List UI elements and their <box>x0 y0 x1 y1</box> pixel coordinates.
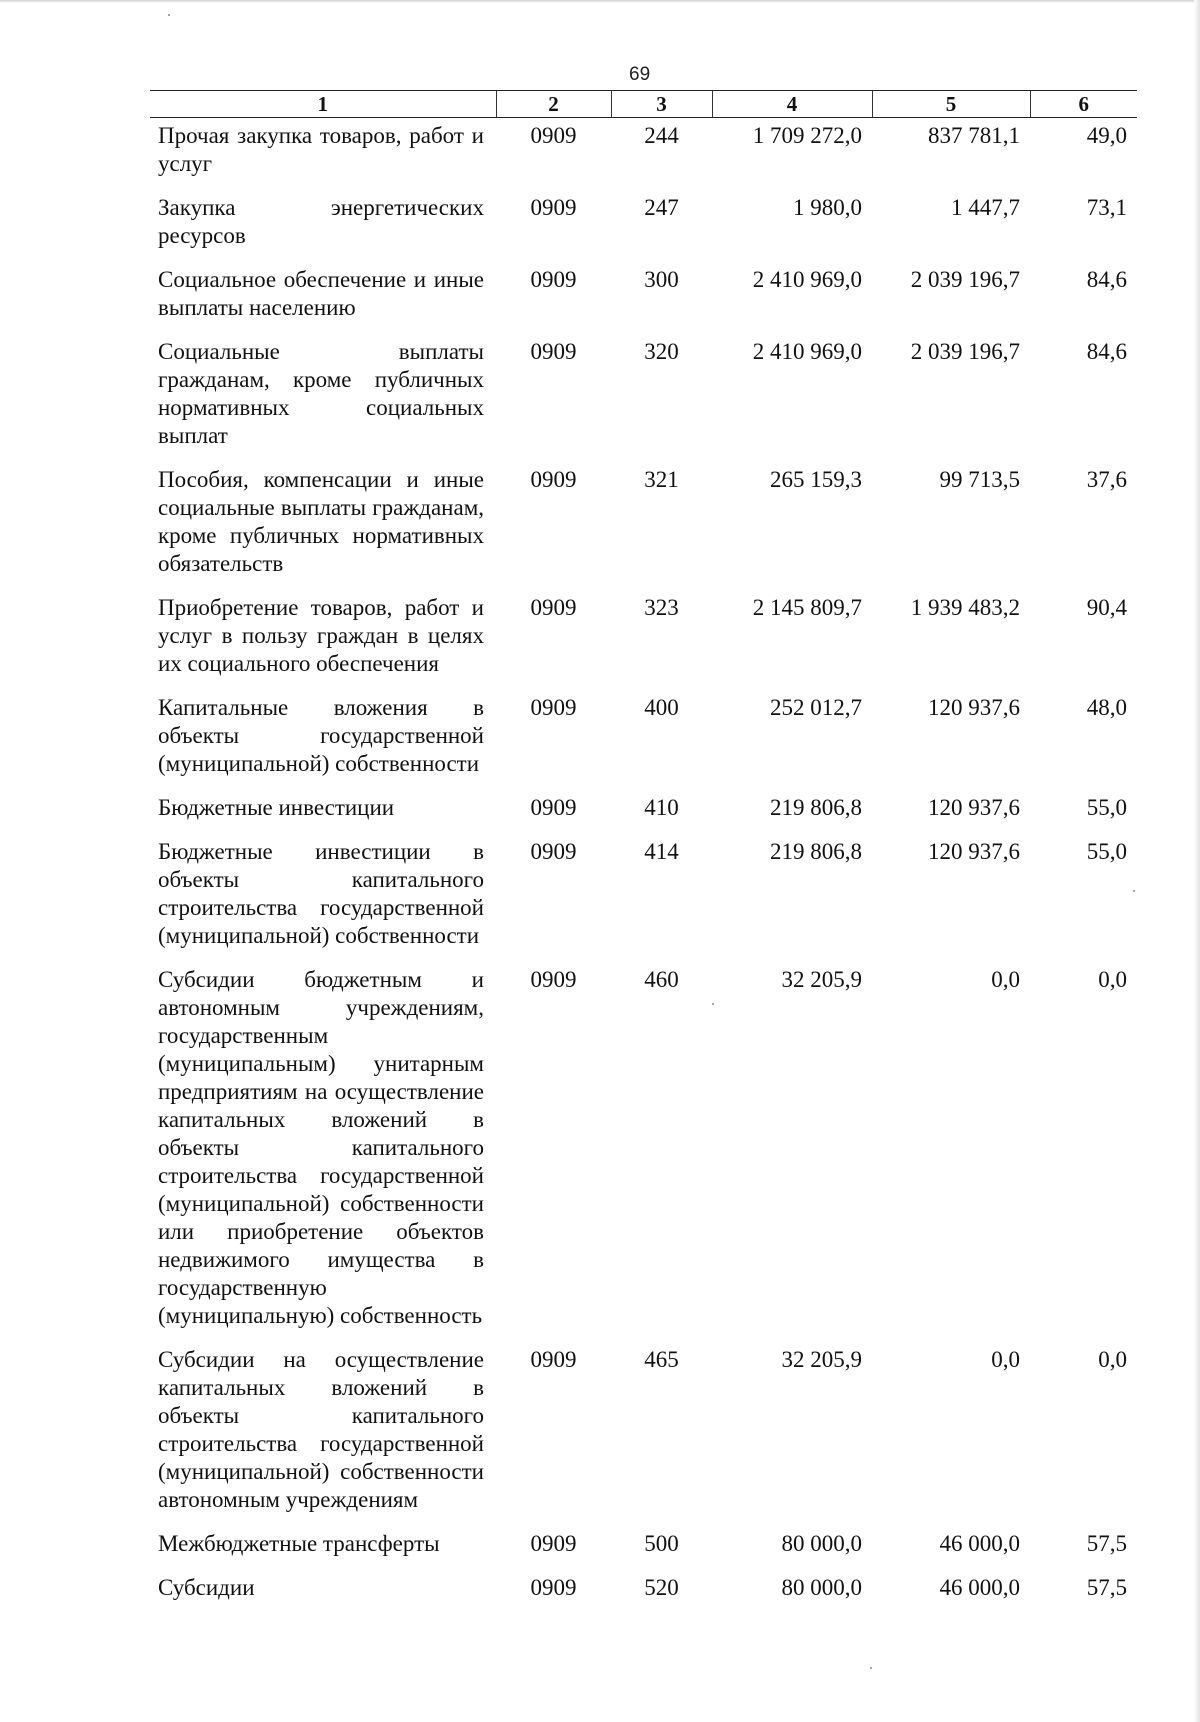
row-name-cell: Закупка энергетических ресурсов <box>158 195 484 248</box>
row-code-cell: 0909 <box>530 195 577 220</box>
row-spacer <box>150 578 1137 590</box>
row-percent-cell: 57,5 <box>1086 1575 1127 1600</box>
row-percent-cell: 0,0 <box>1098 1347 1127 1372</box>
row-spacer-cell <box>150 1514 1137 1526</box>
row-name-cell: Межбюджетные трансферты <box>158 1531 440 1556</box>
row-name-cell: Субсидии на осуществление капитальных вложений в объекты капитального строительства государственной (муниципальной) собственности автономным учреждениям <box>158 1347 484 1512</box>
row-spacer <box>150 678 1137 690</box>
table-row <box>150 462 1137 578</box>
row-code-cell: 0909 <box>530 595 577 620</box>
row-spacer-cell <box>150 178 1137 190</box>
row-spacer <box>150 1514 1137 1526</box>
row-fact-cell: 1 939 483,2 <box>910 595 1020 620</box>
row-percent-cell: 57,5 <box>1086 1531 1127 1556</box>
row-code-cell: 0909 <box>530 795 577 820</box>
row-percent-cell: 48,0 <box>1086 695 1127 720</box>
table-row <box>150 590 1137 678</box>
budget-table <box>150 90 1137 1602</box>
row-plan-cell: 80 000,0 <box>781 1575 862 1600</box>
row-name-cell: Субсидии <box>158 1575 255 1600</box>
row-fact-cell: 1 447,7 <box>951 195 1020 220</box>
row-spacer <box>150 250 1137 262</box>
table-row <box>150 790 1137 822</box>
table-row <box>150 834 1137 950</box>
row-fact-cell: 46 000,0 <box>939 1575 1020 1600</box>
row-fact-cell: 120 937,6 <box>928 795 1020 820</box>
row-name-cell: Субсидии бюджетным и автономным учреждениям, государственным (муниципальным) унитарным предприятиям на осуществление капитальных вложений в объекты капитального строительства государственной (муниципальной) собственности или приобретение объектов недвижимого имущества в государственную (муниципальную) собственность <box>158 967 484 1328</box>
row-code-cell: 0909 <box>530 1531 577 1556</box>
row-spacer-cell <box>150 678 1137 690</box>
row-name-cell: Пособия, компенсации и иные социальные выплаты гражданам, кроме публичных нормативных обязательств <box>158 467 484 576</box>
row-percent-cell: 84,6 <box>1086 339 1127 364</box>
table-row <box>150 118 1137 179</box>
row-percent-cell: 37,6 <box>1086 467 1127 492</box>
row-code-cell: 0909 <box>530 267 577 292</box>
scan-speck <box>1133 890 1135 892</box>
row-plan-cell: 32 205,9 <box>781 967 862 992</box>
row-spacer-cell <box>150 578 1137 590</box>
scan-speck <box>712 1003 714 1005</box>
row-name-cell: Социальное обеспечение и иные выплаты населению <box>158 267 484 320</box>
row-code-cell: 0909 <box>530 1575 577 1600</box>
row-fact-cell: 120 937,6 <box>928 839 1020 864</box>
row-plan-cell: 2 410 969,0 <box>752 339 862 364</box>
row-spacer-cell <box>150 822 1137 834</box>
row-spacer-cell <box>150 1558 1137 1570</box>
header-col-4: 4 <box>712 91 872 118</box>
row-expense-type-cell: 410 <box>644 795 679 820</box>
row-name-cell: Бюджетные инвестиции <box>158 795 395 820</box>
row-expense-type-cell: 320 <box>644 339 679 364</box>
row-spacer-cell <box>150 778 1137 790</box>
scan-edge-top <box>0 0 1200 3</box>
scan-speck <box>870 1667 872 1669</box>
header-col-6: 6 <box>1030 91 1137 118</box>
row-code-cell: 0909 <box>530 695 577 720</box>
table-body <box>150 118 1137 1603</box>
table-row <box>150 1570 1137 1602</box>
row-plan-cell: 1 980,0 <box>793 195 862 220</box>
table-row <box>150 262 1137 322</box>
scan-edge-right <box>1194 0 1200 1722</box>
row-percent-cell: 84,6 <box>1086 267 1127 292</box>
table-row <box>150 962 1137 1330</box>
row-spacer-cell <box>150 250 1137 262</box>
row-fact-cell: 837 781,1 <box>928 123 1020 148</box>
row-spacer-cell <box>150 450 1137 462</box>
table-header <box>150 91 1137 118</box>
row-spacer-cell <box>150 322 1137 334</box>
row-name-cell: Капитальные вложения в объекты государственной (муниципальной) собственности <box>158 695 484 776</box>
table-row <box>150 690 1137 778</box>
row-code-cell: 0909 <box>530 467 577 492</box>
row-fact-cell: 120 937,6 <box>928 695 1020 720</box>
row-plan-cell: 32 205,9 <box>781 1347 862 1372</box>
row-percent-cell: 90,4 <box>1086 595 1127 620</box>
row-plan-cell: 1 709 272,0 <box>752 123 862 148</box>
row-expense-type-cell: 520 <box>644 1575 679 1600</box>
row-fact-cell: 0,0 <box>991 1347 1020 1372</box>
row-expense-type-cell: 321 <box>644 467 679 492</box>
row-plan-cell: 2 145 809,7 <box>752 595 862 620</box>
row-fact-cell: 2 039 196,7 <box>910 267 1020 292</box>
header-col-2: 2 <box>496 91 611 118</box>
row-expense-type-cell: 465 <box>644 1347 679 1372</box>
row-code-cell: 0909 <box>530 1347 577 1372</box>
table-row <box>150 1526 1137 1558</box>
row-percent-cell: 0,0 <box>1098 967 1127 992</box>
row-code-cell: 0909 <box>530 339 577 364</box>
row-plan-cell: 252 012,7 <box>770 695 862 720</box>
row-plan-cell: 219 806,8 <box>770 839 862 864</box>
row-spacer <box>150 778 1137 790</box>
row-expense-type-cell: 247 <box>644 195 679 220</box>
row-fact-cell: 2 039 196,7 <box>910 339 1020 364</box>
table-row <box>150 190 1137 250</box>
header-row <box>150 91 1137 118</box>
row-expense-type-cell: 414 <box>644 839 679 864</box>
row-percent-cell: 73,1 <box>1086 195 1127 220</box>
row-spacer <box>150 950 1137 962</box>
row-spacer-cell <box>150 950 1137 962</box>
row-name-cell: Социальные выплаты гражданам, кроме публичных нормативных социальных выплат <box>158 339 484 448</box>
row-expense-type-cell: 460 <box>644 967 679 992</box>
row-expense-type-cell: 300 <box>644 267 679 292</box>
row-plan-cell: 80 000,0 <box>781 1531 862 1556</box>
row-expense-type-cell: 323 <box>644 595 679 620</box>
row-name-cell: Прочая закупка товаров, работ и услуг <box>158 123 484 176</box>
row-fact-cell: 99 713,5 <box>939 467 1020 492</box>
scan-speck <box>168 14 170 16</box>
row-name-cell: Приобретение товаров, работ и услуг в пользу граждан в целях их социального обеспечения <box>158 595 484 676</box>
row-spacer <box>150 1330 1137 1342</box>
row-spacer <box>150 822 1137 834</box>
row-code-cell: 0909 <box>530 967 577 992</box>
header-col-5: 5 <box>872 91 1030 118</box>
row-code-cell: 0909 <box>530 839 577 864</box>
page-number: 69 <box>629 64 651 85</box>
row-expense-type-cell: 500 <box>644 1531 679 1556</box>
row-percent-cell: 49,0 <box>1086 123 1127 148</box>
row-plan-cell: 2 410 969,0 <box>752 267 862 292</box>
row-fact-cell: 0,0 <box>991 967 1020 992</box>
row-spacer <box>150 178 1137 190</box>
row-spacer <box>150 450 1137 462</box>
table-row <box>150 334 1137 450</box>
row-name-cell: Бюджетные инвестиции в объекты капитального строительства государственной (муниципальной) собственности <box>158 839 484 948</box>
row-plan-cell: 265 159,3 <box>770 467 862 492</box>
row-expense-type-cell: 400 <box>644 695 679 720</box>
row-spacer <box>150 322 1137 334</box>
row-code-cell: 0909 <box>530 123 577 148</box>
row-fact-cell: 46 000,0 <box>939 1531 1020 1556</box>
row-percent-cell: 55,0 <box>1086 795 1127 820</box>
header-col-1: 1 <box>150 91 496 118</box>
row-plan-cell: 219 806,8 <box>770 795 862 820</box>
row-spacer <box>150 1558 1137 1570</box>
row-expense-type-cell: 244 <box>644 123 679 148</box>
row-spacer-cell <box>150 1330 1137 1342</box>
table-row <box>150 1342 1137 1514</box>
header-col-3: 3 <box>611 91 712 118</box>
row-percent-cell: 55,0 <box>1086 839 1127 864</box>
